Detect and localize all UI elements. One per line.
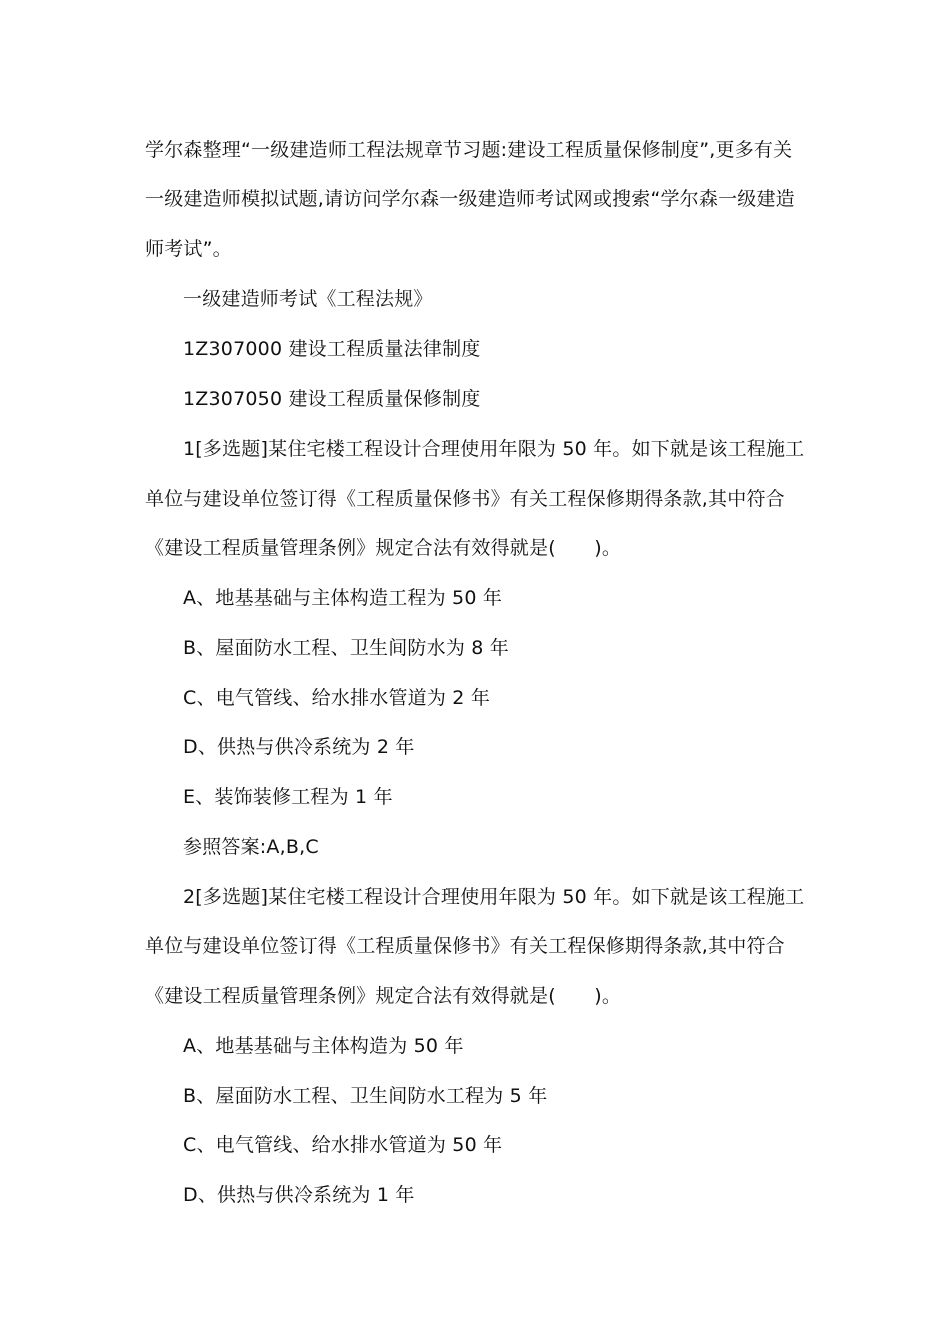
question-1-option-d: D、供热与供冷系统为 2 年 xyxy=(183,736,415,758)
question-2-line-2: 单位与建设单位签订得《工程质量保修书》有关工程保修期得条款,其中符合 xyxy=(145,935,785,957)
intro-line-3: 师考试”。 xyxy=(145,238,232,260)
question-1-option-c: C、电气管线、给水排水管道为 2 年 xyxy=(183,687,491,709)
exam-title: 一级建造师考试《工程法规》 xyxy=(183,288,433,310)
chapter-heading: 1Z307000 建设工程质量法律制度 xyxy=(183,338,481,360)
question-1-option-e: E、装饰装修工程为 1 年 xyxy=(183,786,393,808)
question-2-option-c: C、电气管线、给水排水管道为 50 年 xyxy=(183,1134,503,1156)
question-2-option-b: B、屋面防水工程、卫生间防水工程为 5 年 xyxy=(183,1085,548,1107)
question-2-option-a: A、地基基础与主体构造为 50 年 xyxy=(183,1035,464,1057)
question-2-line-3: 《建设工程质量管理条例》规定合法有效得就是( )。 xyxy=(145,985,622,1007)
question-1-option-a: A、地基基础与主体构造工程为 50 年 xyxy=(183,587,503,609)
question-1-answer: 参照答案:A,B,C xyxy=(183,836,319,858)
question-2-option-d: D、供热与供冷系统为 1 年 xyxy=(183,1184,415,1206)
question-1-line-1: 1[多选题]某住宅楼工程设计合理使用年限为 50 年。如下就是该工程施工 xyxy=(183,438,805,460)
intro-line-1: 学尔森整理“一级建造师工程法规章节习题:建设工程质量保修制度”,更多有关 xyxy=(145,139,793,161)
question-1-option-b: B、屋面防水工程、卫生间防水为 8 年 xyxy=(183,637,510,659)
question-2-line-1: 2[多选题]某住宅楼工程设计合理使用年限为 50 年。如下就是该工程施工 xyxy=(183,886,805,908)
section-heading: 1Z307050 建设工程质量保修制度 xyxy=(183,388,481,410)
question-1-line-2: 单位与建设单位签订得《工程质量保修书》有关工程保修期得条款,其中符合 xyxy=(145,488,785,510)
intro-line-2: 一级建造师模拟试题,请访问学尔森一级建造师考试网或搜索“学尔森一级建造 xyxy=(145,188,795,210)
question-1-line-3: 《建设工程质量管理条例》规定合法有效得就是( )。 xyxy=(145,537,622,559)
